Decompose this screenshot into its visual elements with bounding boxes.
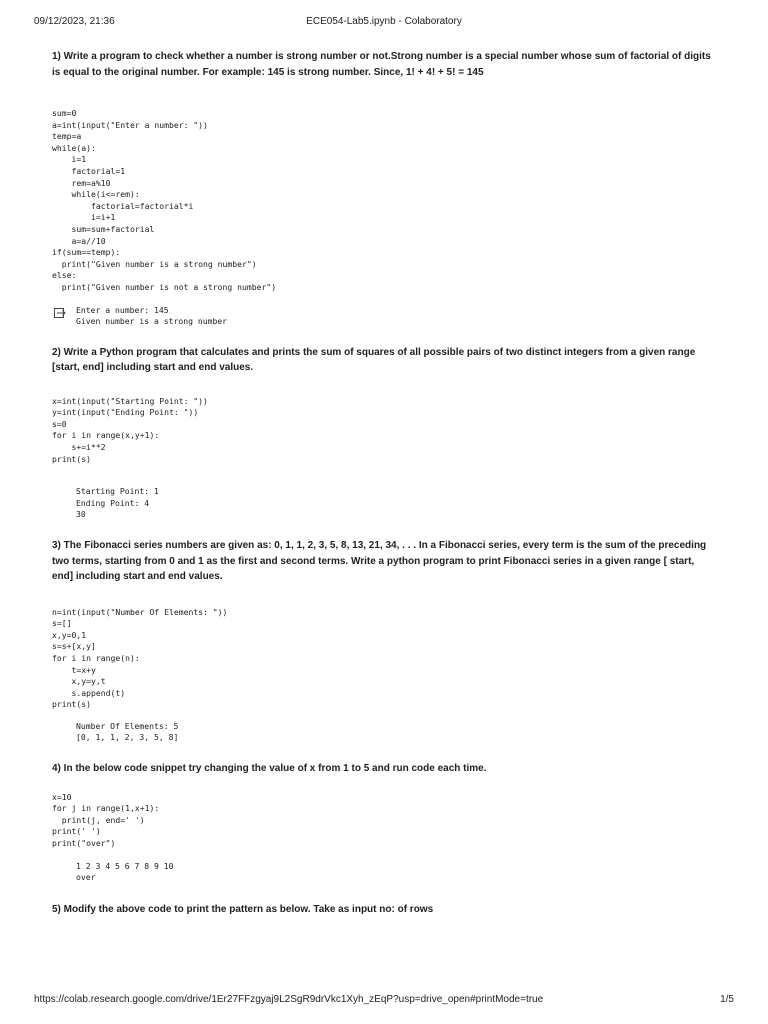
code-cell-1[interactable]: sum=0 a=int(input("Enter a number: ")) temp=a while(a): i=1 factorial=1 rem=a%10 while(i<=rem): factorial=factorial*i i=i+1 sum=sum+factorial a=a//10 if(sum==temp): print("Given number is a strong number") else: print("Given number is not a strong number")	[52, 108, 277, 292]
output-text-4: 1 2 3 4 5 6 7 8 9 10 over	[76, 860, 174, 883]
question-5-text: 5) Modify the above code to print the pattern as below. Take as input no: of rows	[52, 903, 434, 915]
output-cell-2	[52, 486, 716, 521]
output-text-2: Starting Point: 1 Ending Point: 4 30	[76, 486, 159, 520]
output-arrow-icon[interactable]	[54, 305, 66, 315]
print-footer	[34, 994, 734, 1008]
question-2-text: 2) Write a Python program that calculates and prints the sum of squares of all possible pairs of two distinct integers from a given range [start, end] including start and end values.	[52, 346, 696, 374]
print-datetime: 09/12/2023, 21:36	[34, 16, 115, 27]
question-1-text: 1) Write a program to check whether a number is strong number or not.Strong number is a special number whose sum of factorial of digits is equal to the original number. For example: 145 is strong number. Since, 1! + 4! + 5! = 145	[52, 51, 711, 78]
question-4-text: 4) In the below code snippet try changing the value of x from 1 to 5 and run code each time.	[52, 763, 487, 775]
page-number: 1/5	[720, 994, 734, 1005]
output-cell-4	[52, 861, 716, 884]
page-title: ECE054-Lab5.ipynb - Colaboratory	[306, 16, 462, 27]
code-cell-2[interactable]: x=int(input("Starting Point: ")) y=int(input("Ending Point: ")) s=0 for i in range(x,y+1): s+=i**2 print(s)	[52, 395, 208, 464]
print-header	[34, 16, 734, 30]
question-3-text: 3) The Fibonacci series numbers are given as: 0, 1, 1, 2, 3, 5, 8, 13, 21, 34, . . . In a Fibonacci series, every term is the sum of the preceding two terms, starting from 0 and 1 as the first and second terms. Write a python program to print Fibonacci series in a given range [ start, end] including start and end values.	[52, 540, 707, 583]
output-cell-1	[52, 305, 716, 328]
output-text-3: Number Of Elements: 5 [0, 1, 1, 2, 3, 5, 8]	[76, 720, 179, 743]
code-cell-3[interactable]: n=int(input("Number Of Elements: ")) s=[] x,y=0,1 s=s+[x,y] for i in range(n): t=x+y x,y=y,t s.append(t) print(s)	[52, 606, 228, 710]
notebook-content	[52, 49, 716, 917]
page-url: https://colab.research.google.com/drive/1Er27FFzgyaj9L2SgR9drVkc1Xyh_zEqP?usp=drive_open#printMode=true	[34, 994, 544, 1005]
code-cell-4[interactable]: x=10 for j in range(1,x+1): print(j, end=' ') print(' ') print("over")	[52, 791, 160, 848]
output-cell-3	[52, 721, 716, 744]
output-text-1: Enter a number: 145 Given number is a strong number	[76, 304, 228, 327]
